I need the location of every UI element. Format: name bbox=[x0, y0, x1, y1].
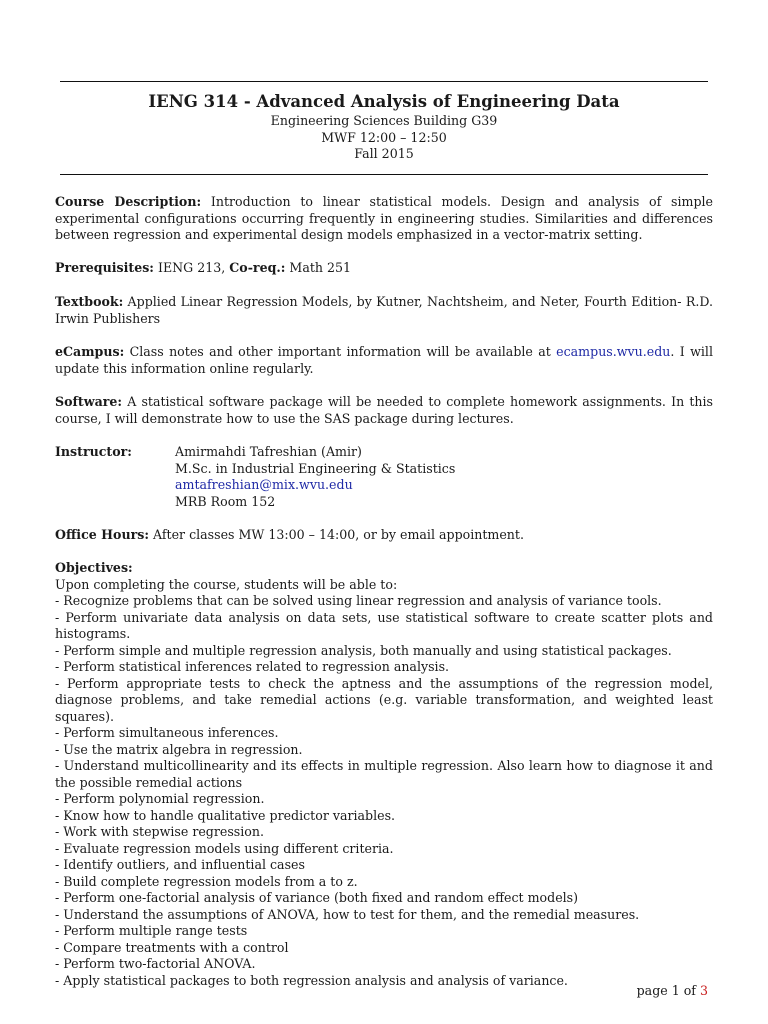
textbook-text: Applied Linear Regression Models, by Kutner, Nachtsheim, and Neter, Fourth Edition- R.D. Irwin Publishers bbox=[55, 294, 713, 326]
objectives-list bbox=[55, 593, 713, 989]
page-total: 3 bbox=[699, 983, 708, 998]
course-term: Fall 2015 bbox=[354, 146, 414, 161]
objectives bbox=[55, 560, 713, 989]
coreq-value: Math 251 bbox=[285, 260, 352, 275]
course-description-text: Introduction to linear statistical models. Design and analysis of simple experimental configurations occurring frequently in engineering studies. Similarities and differences between regression and experimental design models emphasized in a vector-matrix setting. bbox=[55, 194, 713, 242]
list-item: - Perform appropriate tests to check the aptness and the assumptions of the regression model, diagnose problems, and take remedial actions (e.g. variable transformation, and weighted least squares). bbox=[55, 675, 713, 724]
instructor-name: Amirmahdi Tafreshian (Amir) bbox=[175, 444, 362, 459]
software-label: Software: bbox=[55, 394, 123, 409]
top-rule bbox=[60, 81, 708, 82]
prerequisites bbox=[55, 260, 713, 277]
ecampus-text-before: Class notes and other important information will be available at bbox=[124, 344, 557, 359]
list-item: - Perform two-factorial ANOVA. bbox=[55, 956, 256, 971]
instructor-room: MRB Room 152 bbox=[175, 493, 276, 509]
list-item: - Use the matrix algebra in regression. bbox=[55, 741, 303, 757]
page-title: IENG 314 - Advanced Analysis of Engineering Data bbox=[148, 92, 620, 111]
instructor bbox=[55, 444, 713, 514]
list-item: - Perform multiple range tests bbox=[55, 923, 248, 938]
course-location: Engineering Sciences Building G39 bbox=[270, 113, 498, 128]
coreq-label: Co-req.: bbox=[229, 260, 286, 275]
objectives-intro: Upon completing the course, students will be able to: bbox=[55, 576, 398, 592]
list-item: - Perform statistical inferences related to regression analysis. bbox=[55, 659, 450, 674]
list-item: - Perform polynomial regression. bbox=[55, 791, 265, 806]
course-description bbox=[55, 194, 713, 244]
prerequisites-value: IENG 213, bbox=[153, 260, 230, 275]
page-number-text: page 1 of bbox=[636, 983, 700, 998]
instructor-email[interactable]: amtafreshian@mix.wvu.edu bbox=[175, 477, 353, 492]
textbook bbox=[55, 294, 713, 327]
list-item: - Compare treatments with a control bbox=[55, 939, 289, 955]
ecampus-label: eCampus: bbox=[55, 344, 125, 359]
course-schedule: MWF 12:00 – 12:50 bbox=[321, 129, 447, 145]
list-item: - Build complete regression models from a to z. bbox=[55, 873, 358, 889]
ecampus-link[interactable]: ecampus.wvu.edu bbox=[556, 344, 671, 359]
list-item: - Work with stepwise regression. bbox=[55, 824, 264, 839]
ecampus-text-after: . I will update this information online regularly. bbox=[55, 344, 713, 376]
list-item: - Perform simple and multiple regression analysis, both manually and using statistical packages. bbox=[55, 642, 672, 658]
list-item: - Perform one-factorial analysis of variance (both fixed and random effect models) bbox=[55, 890, 579, 905]
list-item: - Apply statistical packages to both regression analysis and analysis of variance. bbox=[55, 972, 568, 988]
office-hours-label: Office Hours: bbox=[55, 527, 149, 542]
list-item: - Understand the assumptions of ANOVA, how to test for them, and the remedial measures. bbox=[55, 906, 640, 922]
list-item: - Understand multicollinearity and its effects in multiple regression. Also learn how to diagnose it and the possible remedial actions bbox=[55, 758, 713, 790]
list-item: - Evaluate regression models using different criteria. bbox=[55, 840, 394, 856]
instructor-details bbox=[175, 444, 455, 510]
office-hours-text: After classes MW 13:00 – 14:00, or by email appointment. bbox=[149, 527, 524, 542]
prerequisites-label: Prerequisites: bbox=[55, 260, 154, 275]
course-description-label: Course Description: bbox=[55, 194, 202, 209]
instructor-label: Instructor: bbox=[55, 444, 132, 459]
instructor-degree: M.Sc. in Industrial Engineering & Statistics bbox=[175, 460, 456, 476]
list-item: - Know how to handle qualitative predictor variables. bbox=[55, 807, 396, 823]
list-item: - Perform simultaneous inferences. bbox=[55, 725, 279, 740]
bottom-rule bbox=[60, 174, 708, 175]
objectives-label: Objectives: bbox=[55, 560, 133, 575]
list-item: - Perform univariate data analysis on data sets, use statistical software to create scatter plots and histograms. bbox=[55, 609, 713, 641]
software-text: A statistical software package will be needed to complete homework assignments. In this course, I will demonstrate how to use the SAS package during lectures. bbox=[55, 394, 713, 426]
course-header bbox=[0, 91, 768, 163]
ecampus bbox=[55, 344, 713, 377]
software bbox=[55, 394, 713, 427]
textbook-label: Textbook: bbox=[55, 294, 124, 309]
list-item: - Recognize problems that can be solved using linear regression and analysis of variance tools. bbox=[55, 593, 662, 608]
page-footer bbox=[637, 983, 708, 998]
office-hours bbox=[55, 527, 713, 544]
list-item: - Identify outliers, and influential cases bbox=[55, 857, 305, 872]
